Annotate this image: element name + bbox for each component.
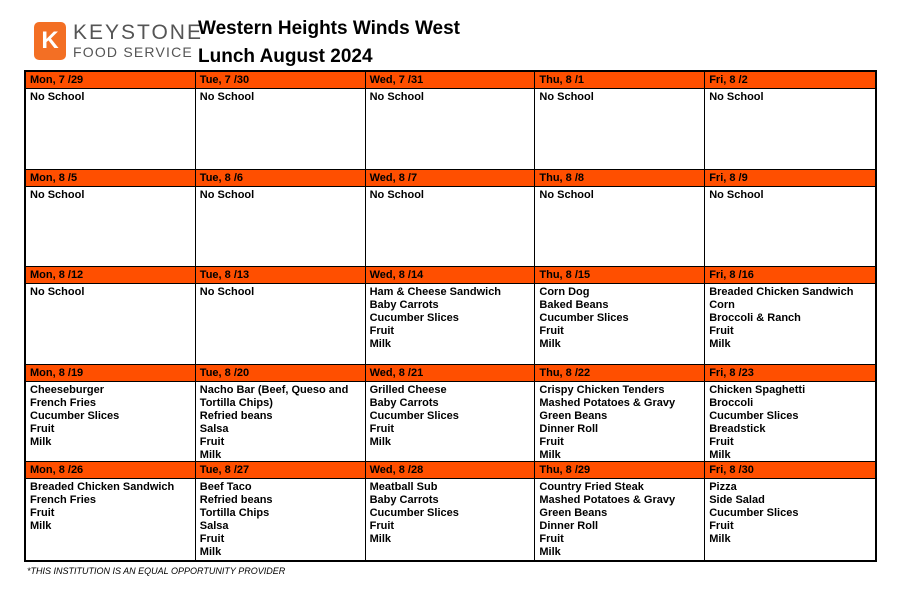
menu-item: Cucumber Slices [30,409,120,422]
menu-item: Cucumber Slices [369,312,459,325]
menu-item: Fruit [199,435,225,448]
menu-item: Refried beans [199,494,273,507]
brand-name-line2: FOOD SERVICE [73,44,193,60]
menu-item: No School [369,188,424,201]
menu-item-list [535,187,704,202]
menu-item: Tortilla Chips [199,507,270,520]
menu-item: Pizza [709,481,737,494]
day-header: Mon, 8 /26 [26,462,195,479]
menu-item: Milk [539,448,561,461]
menu-item-list [705,187,875,202]
day-header: Mon, 8 /5 [26,170,195,187]
menu-item: No School [199,286,255,299]
day-header: Wed, 8 /28 [366,462,535,479]
day-header: Fri, 8 /23 [705,365,875,382]
day-header: Fri, 8 /2 [705,72,875,89]
menu-item: Cucumber Slices [539,312,629,325]
menu-item-list [705,382,875,462]
menu-item: No School [369,91,424,103]
menu-item: Milk [369,533,391,546]
menu-item: Baby Carrots [369,396,439,409]
menu-item-list [705,284,875,351]
footer-note: *THIS INSTITUTION IS AN EQUAL OPPORTUNITY PROVIDER [27,566,286,576]
menu-item-list [535,284,704,351]
menu-item: No School [30,188,85,201]
menu-item-list [26,89,195,104]
menu-item-list [705,479,875,546]
menu-item-list [26,187,195,202]
menu-item-list [366,479,535,546]
menu-item: Cucumber Slices [369,507,459,520]
menu-item: Cucumber Slices [369,409,459,422]
menu-item: Dinner Roll [539,520,599,533]
menu-item: Milk [709,533,731,546]
day-cell [196,267,366,365]
menu-item: No School [199,91,255,103]
menu-item: Mashed Potatoes & Gravy [539,494,676,507]
day-cell [196,365,366,463]
menu-item: Milk [369,338,391,351]
menu-item-list [196,284,365,299]
menu-item: Milk [369,435,391,448]
menu-item-list [26,284,195,299]
day-header: Fri, 8 /9 [705,170,875,187]
day-cell [535,267,705,365]
menu-item: Refried beans [199,409,273,422]
keystone-logo-icon [34,22,66,60]
menu-item: Fruit [30,507,55,520]
menu-item: Milk [199,546,222,559]
menu-item-list [366,187,535,202]
day-header: Tue, 8 /13 [196,267,365,284]
day-header: Fri, 8 /30 [705,462,875,479]
menu-item: Milk [709,338,731,351]
day-cell [26,462,196,560]
menu-item: Nacho Bar (Beef, Queso and Tortilla Chips) [199,383,349,409]
menu-item-list [26,382,195,449]
menu-item: Fruit [539,533,564,546]
menu-item-list [366,89,535,104]
menu-item: No School [539,91,594,103]
day-cell [26,72,196,170]
menu-item-list [196,382,365,462]
day-header: Wed, 7 /31 [366,72,535,89]
day-cell [196,72,366,170]
menu-item: Broccoli & Ranch [709,312,801,325]
menu-item: Fruit [709,520,734,533]
menu-item: Breaded Chicken Sandwich [30,481,175,494]
page-subtitle: Lunch August 2024 [198,46,373,67]
day-header: Thu, 8 /22 [535,365,704,382]
menu-item: French Fries [30,494,97,507]
day-cell [196,462,366,560]
menu-calendar [24,70,877,562]
day-header: Thu, 8 /8 [535,170,704,187]
day-cell [366,267,536,365]
menu-item: No School [30,286,85,299]
day-cell [26,267,196,365]
menu-item: Milk [30,520,52,533]
menu-item: Grilled Cheese [369,383,447,396]
menu-item: Country Fried Steak [539,481,644,494]
page-title: Western Heights Winds West [198,18,461,39]
day-cell [366,72,536,170]
menu-item: Cheeseburger [30,383,104,396]
menu-item: Baby Carrots [369,299,439,312]
menu-item: French Fries [30,396,97,409]
menu-item: Salsa [199,422,229,435]
menu-item: Crispy Chicken Tenders [539,383,665,396]
menu-item: Fruit [369,422,395,435]
menu-item: Cucumber Slices [709,409,799,422]
menu-item-list [196,89,365,104]
menu-item: Milk [539,546,561,559]
day-cell [535,365,705,463]
menu-item: Fruit [539,325,564,338]
menu-item: Milk [199,448,222,461]
day-cell [26,365,196,463]
menu-item: No School [199,188,255,201]
menu-item: Milk [539,338,561,351]
menu-item: Breaded Chicken Sandwich [709,286,854,299]
menu-item: Fruit [369,325,395,338]
menu-item: Milk [30,435,52,448]
menu-item: No School [539,188,594,201]
menu-item: Dinner Roll [539,422,599,435]
menu-item: Baby Carrots [369,494,439,507]
day-cell [705,170,875,268]
menu-item-list [26,479,195,533]
day-header: Wed, 8 /7 [366,170,535,187]
day-cell [535,72,705,170]
day-header: Thu, 8 /29 [535,462,704,479]
day-header: Wed, 8 /21 [366,365,535,382]
day-header: Tue, 8 /20 [196,365,365,382]
menu-item: Green Beans [539,409,608,422]
day-cell [535,170,705,268]
day-cell [366,365,536,463]
day-header: Tue, 8 /27 [196,462,365,479]
day-header: Thu, 8 /1 [535,72,704,89]
menu-item: Fruit [709,435,734,448]
menu-item: Salsa [199,520,229,533]
menu-item: Fruit [369,520,395,533]
day-header: Wed, 8 /14 [366,267,535,284]
day-cell [705,267,875,365]
day-header: Mon, 8 /12 [26,267,195,284]
day-cell [535,462,705,560]
day-header: Tue, 7 /30 [196,72,365,89]
menu-item: Ham & Cheese Sandwich [369,286,502,299]
day-cell [196,170,366,268]
menu-item: No School [709,91,764,103]
menu-item: No School [709,188,764,201]
menu-item: Fruit [709,325,734,338]
day-header: Fri, 8 /16 [705,267,875,284]
menu-item: Cucumber Slices [709,507,799,520]
menu-item-list [196,479,365,559]
menu-item-list [366,284,535,351]
brand-name [73,22,203,60]
menu-item-list [196,187,365,202]
menu-item: No School [30,91,85,103]
day-cell [705,72,875,170]
day-header: Mon, 7 /29 [26,72,195,89]
menu-item-list [535,382,704,462]
menu-item: Beef Taco [199,481,252,494]
menu-item: Milk [709,448,731,461]
menu-item-list [535,479,704,559]
menu-item: Fruit [30,422,55,435]
logo-letter: K [41,27,59,54]
day-cell [705,462,875,560]
day-cell [366,170,536,268]
day-header: Tue, 8 /6 [196,170,365,187]
menu-item-list [535,89,704,104]
menu-item: Green Beans [539,507,608,520]
day-header: Mon, 8 /19 [26,365,195,382]
menu-item: Broccoli [709,396,754,409]
menu-item: Fruit [199,533,225,546]
day-header: Thu, 8 /15 [535,267,704,284]
day-cell [26,170,196,268]
menu-item: Baked Beans [539,299,609,312]
day-cell [705,365,875,463]
menu-item: Breadstick [709,422,766,435]
menu-item: Meatball Sub [369,481,438,494]
menu-item: Side Salad [709,494,765,507]
menu-item: Mashed Potatoes & Gravy [539,396,676,409]
day-cell [366,462,536,560]
menu-item: Chicken Spaghetti [709,383,806,396]
menu-item: Corn Dog [539,286,590,299]
menu-item-list [705,89,875,104]
menu-item: Corn [709,299,735,312]
menu-item: Fruit [539,435,564,448]
brand-name-line1: KEYSTONE [73,21,203,44]
menu-item-list [366,382,535,449]
